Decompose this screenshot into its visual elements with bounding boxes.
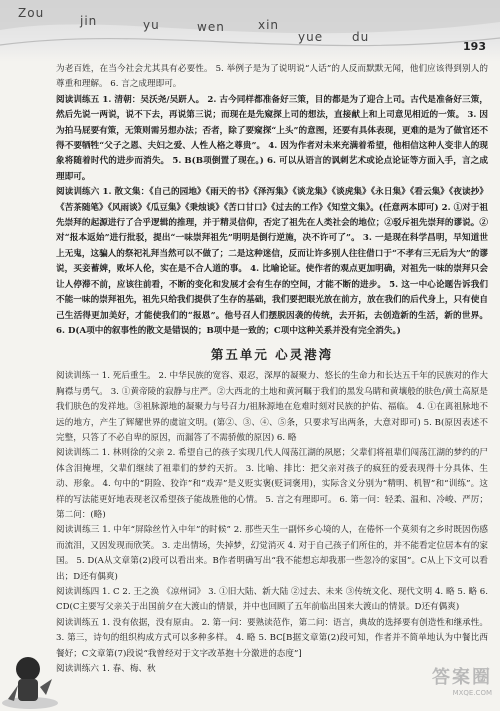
watermark-text: 答案圈	[432, 667, 492, 688]
header-swoosh-decoration	[0, 0, 500, 62]
watermark	[432, 663, 492, 697]
answer-content	[56, 62, 488, 677]
pinyin-wen: wen	[197, 20, 225, 34]
paragraph-unit5-training-6: 阅读训练六 1. 春、梅、秋	[56, 664, 156, 675]
paragraph-unit5-training-4: 阅读训练四 1. C 2. 王之涣 《凉州词》 3. ①旧大陆、新大陆 ②过去、未来 ③传统文化、现代文明 4. 略 5. 略 6. CD(C主要写父亲关于出国前夕在大渡山的情景，并中也回顾了五年前临出国来大渡山的情景。D还有偶爽)	[56, 587, 488, 613]
pinyin-xin: xin	[258, 18, 280, 32]
pinyin-zou: Zou	[18, 6, 45, 20]
pinyin-yu: yu	[143, 18, 160, 32]
paragraph-unit5-training-3: 阅读训练三 1. 中年“屏除丝竹入中年”的时候” 2. 那些天生一副怀乡心境的人，在倦怀一个莫须有之乡时既因伤感而流泪，又因发现而欣笑。 3. 走出情场，失掉梦，幻觉消灭 4. 对于自己孩子们所住的，并不能看定位居本有的家国。 5. D(A从文章第(2)段可以看出来。B作者明确写出“我不能想忘却我那一些忽冷的家国”。C从上下文可以看出；D还有偶爽)	[56, 525, 488, 582]
unit-title: 第五单元 心灵港湾	[210, 347, 334, 363]
paragraph-reading-training-5: 阅读训练五 1. 清朝：吴沃尧/吴趼人。 2. 古今同样都准备好三策，目的都是为了迎合上司。古代是准备好三策，然后先说一两说，说不下去，再说第三说；而现在是先窥探上司的想法，直接献上和上司意见相近的一策。 3. 因为拍马屁要有策，无策则需另想办法；否者，除了要窥探“上头”的意图，还要有具体表现，更难的是为了做官还不得不要牺牲“父子之恩、夫妇之爱、人性人格之尊贵”。 4. 因为作者对未来充满着希望，他相信这种人变非人的现象将随着时代的进步而消失。 5. B(B项倒置了现在。) 6. 可以从语言的讽刺艺术或论点论证等方面入手，言之成理即可。	[56, 94, 488, 182]
page-header	[0, 0, 500, 62]
paragraph-unit5-training-2: 阅读训练二 1. 林则徐的父亲 2. 希望自己的孩子实现几代人闯荡江湖的夙愿；父辈们将祖辈们闯荡江湖的梦约的尸体含泪掩埋，父辈们继续了祖辈们的梦约天折。 3. 比喻、排比：把父亲对孩子的疯狂的爱表现得十分具体、生动、形象。 4. 句中的“阴险、狡诈”和“戏弄”是义贬实褒(贬词褒用)，实际含义分别为“精明、机智”和“训练”。这样的写法能更好地表现老汉希望孩子能战胜他的心情。 5. 言之有理即可。 6. 第一问：轻柔、温和、冷峻、严厉；第二问：(略)	[56, 448, 488, 520]
paragraph-unit5-training-5: 阅读训练五 1. 没有依据，没有原由。 2. 第一问：要熟读范作，第二问：语言，典故的选择要有创造性和继承性。 3. 第三，诗句的组织构成方式可以多种多样。 4. 略 5. BC[B据文章第(2)段可知，作者并不简单地认为中餐比西餐好；C文章第(7)段说“我曾经对于文字改革抱十分激进的态度”]	[56, 617, 488, 659]
pinyin-yue: yue	[298, 30, 324, 44]
paragraph-reading-training-6: 阅读训练六 1. 散文集：《自己的园地》《雨天的书》《泽泻集》《谈龙集》《谈虎集》《永日集》《看云集》《夜读抄》《苦茶随笔》《风雨谈》《瓜豆集》《秉烛谈》《苦口甘口》《过去的工作》《知堂文集》。(任意两本即可) 2. ①对于祖先崇拜的起源进行了合乎逻辑的推理，并于精灵信仰，否定了祖先在人类社会的地位；②驳斥祖先崇拜的谬说。②对“报本返始”进行批驳，提出“一味崇拜祖先”明明是倒行逆施，决不许可了”。 3. 一是现在科学昌明，早知道世上无鬼，这骗人的祭祀礼拜当然可以不做了；二是这种迷信，反而让许多别人往往借口于“不孝有三无后为大”的谬说，买妾蓄婢，败坏人伦，实在是不合人道的事。 4. 比喻论证。使作者的观点更加明确，对祖先一味的崇拜只会让人停滞不前，应该往前看，不断的变化和发展才会有生存的空间，才能不断的进步。 5. 这一中心论题告诉我们不能一味的崇拜祖先，祖先只给我们提供了生存的基础，我们要把眼光放在前方，放在我们的后代身上，只有使自己生活得更加美好，才能使我们的“报恩”。他号召人们摆脱因袭的传统，去开拓，去创造新的生活，新的世界。 6. D(A项中的叙事性的散文是错误的；B项中是一致的；C项中这种关系并没有完全消失。)	[56, 187, 488, 336]
paragraph-prev-continued: 为老百姓，在当今社会尤其具有必要性。 5. 举例子是为了说明说“人话”的人反而默默无闻，他们应该得到别人的尊重和理解。 6. 言之成理即可。	[56, 64, 488, 90]
pinyin-jin: jin	[80, 14, 98, 28]
pinyin-du: du	[352, 30, 370, 44]
paragraph-unit5-training-1: 阅读训练一 1. 死后重生。 2. 中华民族的宽容、艰忍，深厚的凝聚力、悠长的生命力和长达五千年的民族对的作大胸襟与勇气。 3. ①黄帝陵的寂静与庄严。②大西北的土地和黄河瞩于我们的黑发乌睛和黄壤般的肤色/黄土高原是我们肤色的发祥地。③祖脉源地的凝聚力与号召力/祖脉源地在危难时刻对民族的护佑、福临。 4. ①在离祖脉地不远的地方，产生了辉耀世界的虞谊文明。(第②、③、④、⑤条，只要求写出两条，大意对即可) 5. B(原因表述不完整，只答了不必自卑的原因，而漏答了不需骄傲的原因) 6. 略	[56, 371, 488, 443]
page-number: 193	[463, 40, 486, 53]
watermark-url: MXQE.COM	[452, 689, 492, 697]
corner-illustration	[0, 641, 60, 711]
